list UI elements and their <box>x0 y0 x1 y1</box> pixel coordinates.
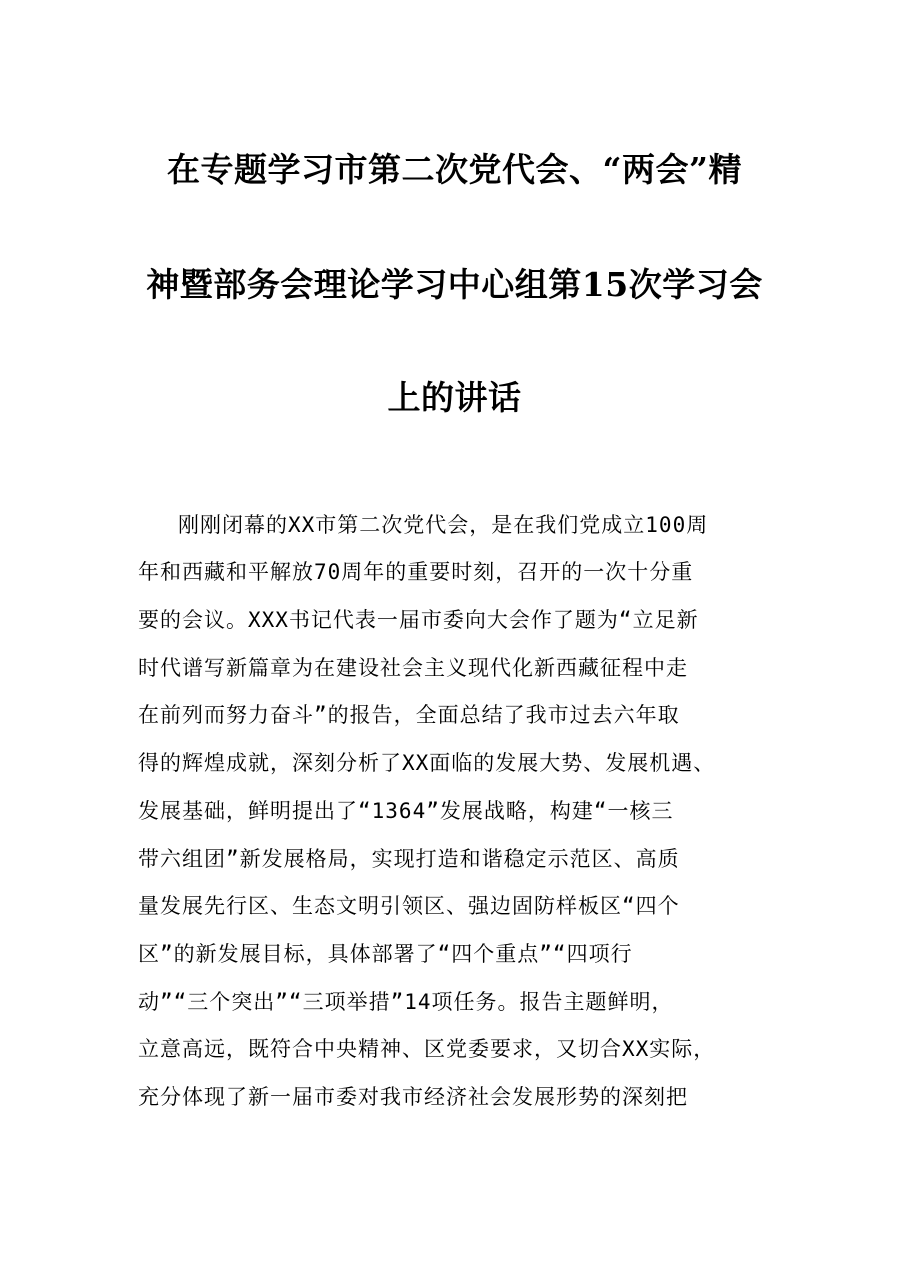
document-title-line-2: 神暨部务会理论学习中心组第15次学习会 <box>146 265 763 304</box>
body-line-11: 动”“三个突出”“三项举措”14项任务。报告主题鲜明， <box>138 990 674 1014</box>
body-line-6: 得的辉煌成就，深刻分析了XX面临的发展大势、发展机遇、 <box>138 751 716 775</box>
body-line-2: 年和西藏和平解放70周年的重要时刻，召开的一次十分重 <box>138 560 694 584</box>
document-title-line-3: 上的讲话 <box>387 378 522 417</box>
body-line-9: 量发展先行区、生态文明引领区、强边固防样板区“四个 <box>138 894 680 918</box>
body-line-10: 区”的新发展目标，具体部署了“四个重点”“四项行 <box>138 942 633 966</box>
body-line-5: 在前列而努力奋斗”的报告，全面总结了我市过去六年取 <box>138 703 680 727</box>
body-line-13: 充分体现了新一届市委对我市经济社会发展形势的深刻把 <box>138 1085 688 1109</box>
body-line-3: 要的会议。XXX书记代表一届市委向大会作了题为“立足新 <box>138 608 699 632</box>
document-title-line-1: 在专题学习市第二次党代会、“两会”精 <box>167 150 742 189</box>
body-line-1: 刚刚闭幕的XX市第二次党代会，是在我们党成立100周 <box>178 513 709 537</box>
body-line-7: 发展基础，鲜明提出了“1364”发展战略，构建“一核三 <box>138 799 674 823</box>
body-line-8: 带六组团”新发展格局，实现打造和谐稳定示范区、高质 <box>138 847 680 871</box>
body-line-12: 立意高远，既符合中央精神、区党委要求，又切合XX实际， <box>138 1037 716 1061</box>
body-line-4: 时代谱写新篇章为在建设社会主义现代化新西藏征程中走 <box>138 656 688 680</box>
